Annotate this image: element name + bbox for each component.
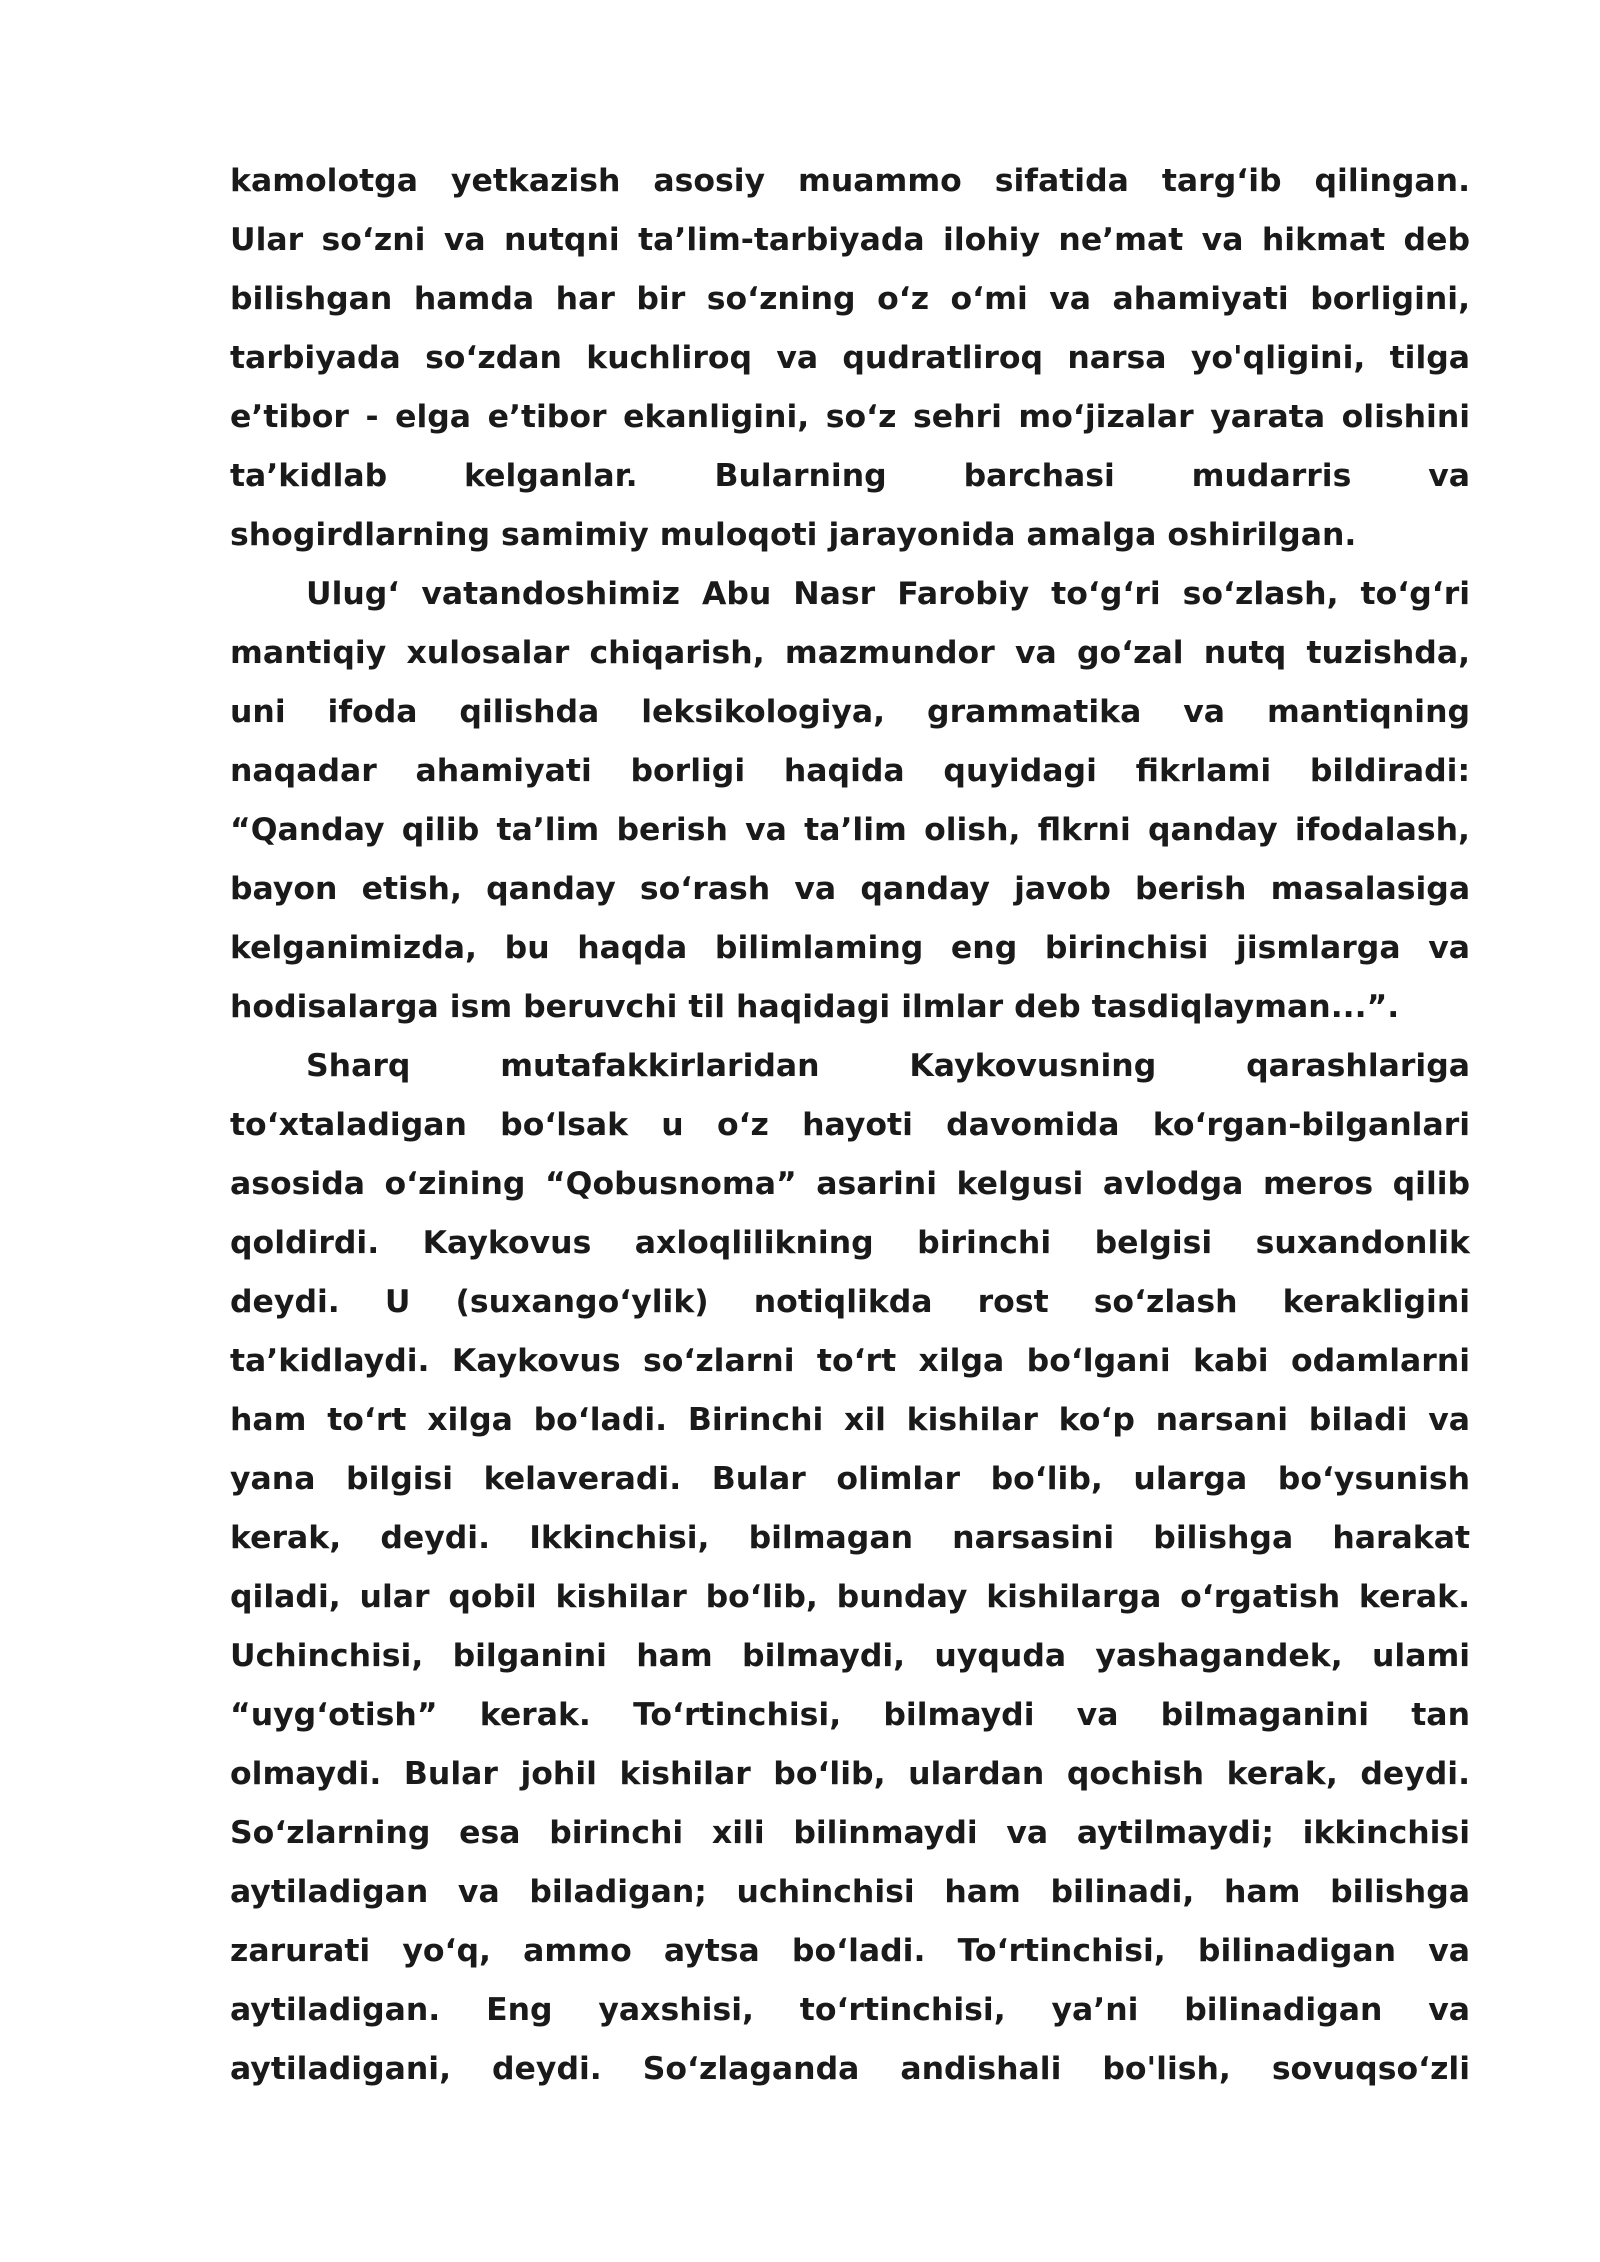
word: fikrlami: [1135, 753, 1272, 789]
body-text: [230, 152, 1470, 2099]
word: aytiladigan: [230, 1874, 429, 1910]
text-line: [230, 1627, 1470, 1686]
word: va: [1428, 1933, 1471, 1969]
word: sehri: [913, 399, 1002, 435]
word: esa: [459, 1815, 521, 1851]
word: birinchi: [917, 1225, 1052, 1261]
word: ham: [1223, 1874, 1301, 1910]
word: deb: [1403, 222, 1470, 258]
word: grammatika: [927, 694, 1142, 730]
word: ular: [359, 1579, 430, 1615]
word: va: [1428, 1402, 1471, 1438]
paragraph: [230, 565, 1470, 1037]
word: qudratliroq: [842, 340, 1044, 376]
word: bir: [636, 281, 686, 317]
word: va: [1428, 1992, 1471, 2028]
word: ekanligini,: [623, 399, 810, 435]
word: bilganini: [452, 1638, 607, 1674]
text-line: [230, 329, 1470, 388]
word: va: [1006, 1815, 1049, 1851]
word: o‘rgatish: [1180, 1579, 1341, 1615]
word: Uchinchisi,: [230, 1638, 424, 1674]
word: odamlarni: [1290, 1343, 1471, 1379]
word: xilga: [427, 1402, 513, 1438]
word: qarashlariga: [1246, 1048, 1471, 1084]
word: tasdiqlayman...”.: [1091, 989, 1400, 1025]
word: yo'qligini,: [1190, 340, 1366, 376]
word: meros: [1262, 1166, 1374, 1202]
text-line: [230, 1450, 1470, 1509]
word: shogirdlarning: [230, 517, 491, 553]
word: xilga: [918, 1343, 1005, 1379]
word: narsa: [1067, 340, 1167, 376]
word: naqadar: [230, 753, 377, 789]
word: va: [457, 1874, 500, 1910]
word: bunday: [836, 1579, 968, 1615]
text-line: [230, 1686, 1470, 1745]
word: Nasr: [793, 576, 876, 612]
word: bayon: [230, 871, 338, 907]
word: bu: [504, 930, 550, 966]
word: kerak,: [1226, 1756, 1338, 1792]
word: to‘xtaladigan: [230, 1107, 467, 1143]
word: qilib: [401, 812, 480, 848]
word: yashagandek,: [1095, 1638, 1343, 1674]
text-line: [230, 1568, 1470, 1627]
word: ta’lim-tarbiyada: [638, 222, 925, 258]
word: va: [1201, 222, 1244, 258]
word: va: [1183, 694, 1226, 730]
text-line: [230, 152, 1470, 211]
word: ilohiy: [943, 222, 1041, 258]
word: bilgisi: [346, 1461, 454, 1497]
word: bo‘lgani: [1026, 1343, 1171, 1379]
word: qiladi,: [230, 1579, 341, 1615]
word: haqidagi: [736, 989, 891, 1025]
word: xil: [844, 1402, 886, 1438]
word: olishini: [1341, 399, 1471, 435]
word: so‘rash: [639, 871, 771, 907]
word: ifoda: [327, 694, 418, 730]
word: hikmat: [1261, 222, 1386, 258]
word: amalga: [1026, 517, 1157, 553]
text-line: [230, 1332, 1470, 1391]
word: so‘zni: [321, 222, 426, 258]
word: beruvchi: [523, 989, 678, 1025]
word: bo‘lsak: [500, 1107, 629, 1143]
text-line: [230, 1096, 1470, 1155]
word: kishilar: [619, 1756, 751, 1792]
word: bilimlaming: [714, 930, 924, 966]
word: asosida: [230, 1166, 365, 1202]
text-line: [230, 270, 1470, 329]
word: jarayonida: [828, 517, 1016, 553]
word: kelganlar.: [464, 458, 638, 494]
text-line: [230, 1509, 1470, 1568]
word: va: [1049, 281, 1092, 317]
word: oshirilgan.: [1167, 517, 1357, 553]
word: xulosalar: [406, 635, 570, 671]
word: kerak,: [230, 1520, 342, 1556]
word: qochish: [1066, 1756, 1205, 1792]
word: hamda: [413, 281, 535, 317]
word: Bularning: [714, 458, 887, 494]
word: kamolotga: [230, 163, 418, 199]
word: Kaykovus: [422, 1225, 592, 1261]
word: o‘mi: [950, 281, 1028, 317]
word: ahamiyati: [1112, 281, 1289, 317]
word: andishali: [900, 2051, 1062, 2087]
word: va: [1428, 930, 1470, 966]
word: bo‘ladi.: [791, 1933, 926, 1969]
word: so‘zning: [706, 281, 856, 317]
word: bilinadigan: [1197, 1933, 1397, 1969]
word: ne’mat: [1058, 222, 1184, 258]
word: aytsa: [663, 1933, 760, 1969]
word: Ikkinchisi,: [529, 1520, 710, 1556]
word: deydi.: [492, 2051, 602, 2087]
word: va: [443, 222, 486, 258]
word: kishilar: [555, 1579, 687, 1615]
word: kerak.: [1358, 1579, 1471, 1615]
text-line: [230, 978, 1470, 1037]
word: hayoti: [802, 1107, 913, 1143]
word: rost: [977, 1284, 1049, 1320]
text-line: [230, 742, 1470, 801]
word: chiqarish,: [589, 635, 765, 671]
word: bilmaganini: [1160, 1697, 1370, 1733]
word: va: [745, 812, 787, 848]
text-line: [230, 1863, 1470, 1922]
text-line: [230, 624, 1470, 683]
word: muloqoti: [659, 517, 818, 553]
word: ham: [636, 1638, 713, 1674]
word: ahamiyati: [415, 753, 592, 789]
word: bilmaydi: [883, 1697, 1035, 1733]
word: Abu: [701, 576, 772, 612]
text-line: [230, 2040, 1470, 2099]
word: ta’lim: [804, 812, 907, 848]
word: So‘zlarning: [230, 1815, 431, 1851]
word: qoldirdi.: [230, 1225, 380, 1261]
word: Kaykovus: [451, 1343, 621, 1379]
word: etish,: [361, 871, 462, 907]
word: nutqni: [504, 222, 620, 258]
word: berish: [1135, 871, 1247, 907]
word: e’tibor: [230, 399, 349, 435]
text-line: [230, 506, 1470, 565]
word: javob: [1014, 871, 1111, 907]
word: olish,: [924, 812, 1021, 848]
word: uchinchisi: [736, 1874, 915, 1910]
word: uni: [230, 694, 286, 730]
word: samimiy: [501, 517, 649, 553]
word: Kaykovusning: [909, 1048, 1157, 1084]
word: axloqlilikning: [634, 1225, 874, 1261]
word: Ulug‘: [306, 576, 400, 612]
word: birinchisi: [1044, 930, 1209, 966]
word: zarurati: [230, 1933, 371, 1969]
text-line: [230, 388, 1470, 447]
word: to‘g‘ri: [1360, 576, 1471, 612]
word: bo'lish,: [1102, 2051, 1231, 2087]
word: suxandonlik: [1255, 1225, 1470, 1261]
word: aytilmaydi;: [1076, 1815, 1274, 1851]
word: ko‘p: [1058, 1402, 1135, 1438]
word: borligi: [630, 753, 746, 789]
word: bo‘ysunish: [1277, 1461, 1471, 1497]
word: to‘rtinchisi,: [799, 1992, 1006, 2028]
text-line: [230, 1804, 1470, 1863]
word: xili: [711, 1815, 765, 1851]
text-line: [230, 1037, 1470, 1096]
word: ham: [230, 1402, 307, 1438]
word: bilishga: [1153, 1520, 1294, 1556]
word: o‘zining: [384, 1166, 526, 1202]
word: haqda: [577, 930, 688, 966]
word: e’tibor: [487, 399, 607, 435]
word: kabi: [1193, 1343, 1269, 1379]
word: bilinmaydi: [793, 1815, 978, 1851]
word: o‘z: [877, 281, 930, 317]
word: berish: [616, 812, 728, 848]
word: tan: [1411, 1697, 1470, 1733]
word: olmaydi.: [230, 1756, 382, 1792]
word: har: [555, 281, 615, 317]
word: asosiy: [653, 163, 766, 199]
word: aytiladigani,: [230, 2051, 452, 2087]
word: -: [365, 399, 379, 435]
word: tilga: [1389, 340, 1471, 376]
word: bo‘lib,: [705, 1579, 818, 1615]
word: davomida: [946, 1107, 1120, 1143]
word: hodisalarga: [230, 989, 439, 1025]
word: qilib: [1392, 1166, 1471, 1202]
word: yetkazish: [450, 163, 621, 199]
text-line: [230, 919, 1470, 978]
word: (suxango‘ylik): [455, 1284, 709, 1320]
word: mudarris: [1191, 458, 1352, 494]
paragraph: [230, 1037, 1470, 2099]
word: qanday: [860, 871, 990, 907]
word: va: [1076, 1697, 1119, 1733]
text-line: [230, 1391, 1470, 1450]
word: mantiqning: [1266, 694, 1471, 730]
word: deydi.: [230, 1284, 340, 1320]
word: kelgusi: [956, 1166, 1084, 1202]
word: yana: [230, 1461, 316, 1497]
word: ta’kidlaydi.: [230, 1343, 430, 1379]
word: elga: [395, 399, 472, 435]
word: ammo: [523, 1933, 632, 1969]
text-line: [230, 1981, 1470, 2040]
word: ham: [944, 1874, 1021, 1910]
word: uyquda: [934, 1638, 1067, 1674]
word: deydi.: [1360, 1756, 1471, 1792]
word: ta’kidlab: [230, 458, 388, 494]
word: Farobiy: [897, 576, 1030, 612]
word: Bular: [711, 1461, 806, 1497]
text-line: [230, 801, 1470, 860]
word: muammo: [798, 163, 962, 199]
word: kerakligini: [1282, 1284, 1471, 1320]
word: sifatida: [994, 163, 1129, 199]
paragraph: [230, 152, 1470, 565]
word: vatandoshimiz: [421, 576, 680, 612]
word: to‘rt: [327, 1402, 407, 1438]
word: To‘rtinchisi,: [633, 1697, 842, 1733]
word: to‘g‘ri: [1051, 576, 1161, 612]
word: to‘rt: [816, 1343, 897, 1379]
word: sovuqso‘zli: [1271, 2051, 1470, 2087]
word: quyidagi: [943, 753, 1097, 789]
word: kuchliroq: [586, 340, 753, 376]
text-line: [230, 1273, 1470, 1332]
word: mazmundor: [784, 635, 995, 671]
word: So‘zlaganda: [642, 2051, 860, 2087]
word: qilingan.: [1314, 163, 1471, 199]
word: va: [1014, 635, 1057, 671]
text-line: [230, 683, 1470, 742]
word: qobil: [448, 1579, 537, 1615]
word: olimlar: [836, 1461, 960, 1497]
text-line: [230, 1155, 1470, 1214]
word: tuzishda,: [1306, 635, 1471, 671]
word: yarata: [1210, 399, 1326, 435]
word: ta’lim: [496, 812, 600, 848]
word: so‘zdan: [425, 340, 562, 376]
word: qanday: [486, 871, 616, 907]
word: bilmagan: [748, 1520, 914, 1556]
word: asarini: [816, 1166, 938, 1202]
text-line: [230, 211, 1470, 270]
word: o‘z: [716, 1107, 769, 1143]
text-line: [230, 447, 1470, 506]
word: masalasiga: [1270, 871, 1471, 907]
word: deydi.: [380, 1520, 491, 1556]
word: ulardan: [908, 1756, 1045, 1792]
word: nutq: [1203, 635, 1287, 671]
word: so‘zlash,: [1182, 576, 1339, 612]
text-line: [230, 565, 1470, 624]
word: ulami: [1371, 1638, 1471, 1674]
word: U: [384, 1284, 411, 1320]
word: belgisi: [1094, 1225, 1213, 1261]
word: birinchi: [549, 1815, 684, 1851]
word: Birinchi: [687, 1402, 824, 1438]
text-line: [230, 1922, 1470, 1981]
word: borligini,: [1310, 281, 1471, 317]
word: harakat: [1332, 1520, 1471, 1556]
word: u: [661, 1107, 684, 1143]
word: ism: [449, 989, 513, 1025]
word: so‘z: [825, 399, 897, 435]
word: ifodalash,: [1294, 812, 1470, 848]
word: mantiqiy: [230, 635, 387, 671]
word: so‘zlash: [1093, 1284, 1238, 1320]
word: mutafakkirlaridan: [500, 1048, 820, 1084]
word: va: [794, 871, 837, 907]
word: biladi: [1308, 1402, 1408, 1438]
word: kishilar: [906, 1402, 1038, 1438]
word: aytiladigan.: [230, 1992, 441, 2028]
word: bilishga: [1330, 1874, 1471, 1910]
word: jismlarga: [1236, 930, 1401, 966]
word: kelganimizda,: [230, 930, 478, 966]
word: va: [776, 340, 819, 376]
word: bo‘lib,: [990, 1461, 1103, 1497]
word: leksikologiya,: [641, 694, 886, 730]
word: kelaveradi.: [483, 1461, 682, 1497]
word: To‘rtinchisi,: [957, 1933, 1166, 1969]
word: flkrni: [1037, 812, 1131, 848]
text-line: [230, 1214, 1470, 1273]
word: notiqlikda: [753, 1284, 933, 1320]
word: qanday: [1148, 812, 1278, 848]
word: tarbiyada: [230, 340, 401, 376]
word: “uyg‘otish”: [230, 1697, 438, 1733]
word: ilmlar: [901, 989, 1004, 1025]
word: va: [1428, 458, 1470, 494]
word: so‘zlarni: [642, 1343, 795, 1379]
word: deb: [1014, 989, 1081, 1025]
word: Ular: [230, 222, 304, 258]
word: mo‘jizalar: [1018, 399, 1194, 435]
word: bo‘lib,: [773, 1756, 886, 1792]
text-line: [230, 1745, 1470, 1804]
word: “Qanday: [230, 812, 385, 848]
word: ikkinchisi: [1302, 1815, 1471, 1851]
word: yaxshisi,: [598, 1992, 754, 2028]
word: narsasini: [952, 1520, 1115, 1556]
word: til: [688, 989, 726, 1025]
word: bilishgan: [230, 281, 393, 317]
word: Sharq: [306, 1048, 411, 1084]
word: ko‘rgan-bilganlari: [1152, 1107, 1471, 1143]
word: ya’ni: [1051, 1992, 1139, 2028]
word: bilinadigan: [1184, 1992, 1383, 2028]
word: avlodga: [1102, 1166, 1244, 1202]
word: haqida: [783, 753, 905, 789]
word: johil: [520, 1756, 597, 1792]
text-line: [230, 860, 1470, 919]
word: yo‘q,: [402, 1933, 492, 1969]
word: “Qobusnoma”: [544, 1166, 797, 1202]
word: go‘zal: [1077, 635, 1184, 671]
word: barchasi: [963, 458, 1115, 494]
word: kerak.: [479, 1697, 591, 1733]
word: bo‘ladi.: [533, 1402, 668, 1438]
word: Eng: [486, 1992, 553, 2028]
word: bilmaydi,: [742, 1638, 906, 1674]
word: narsani: [1155, 1402, 1289, 1438]
word: eng: [950, 930, 1018, 966]
word: targ‘ib: [1161, 163, 1282, 199]
word: qilishda: [459, 694, 600, 730]
word: ularga: [1133, 1461, 1248, 1497]
word: bilinadi,: [1050, 1874, 1195, 1910]
word: biladigan;: [529, 1874, 707, 1910]
word: Bular: [403, 1756, 498, 1792]
word: bildiradi:: [1309, 753, 1471, 789]
word: kishilarga: [986, 1579, 1162, 1615]
